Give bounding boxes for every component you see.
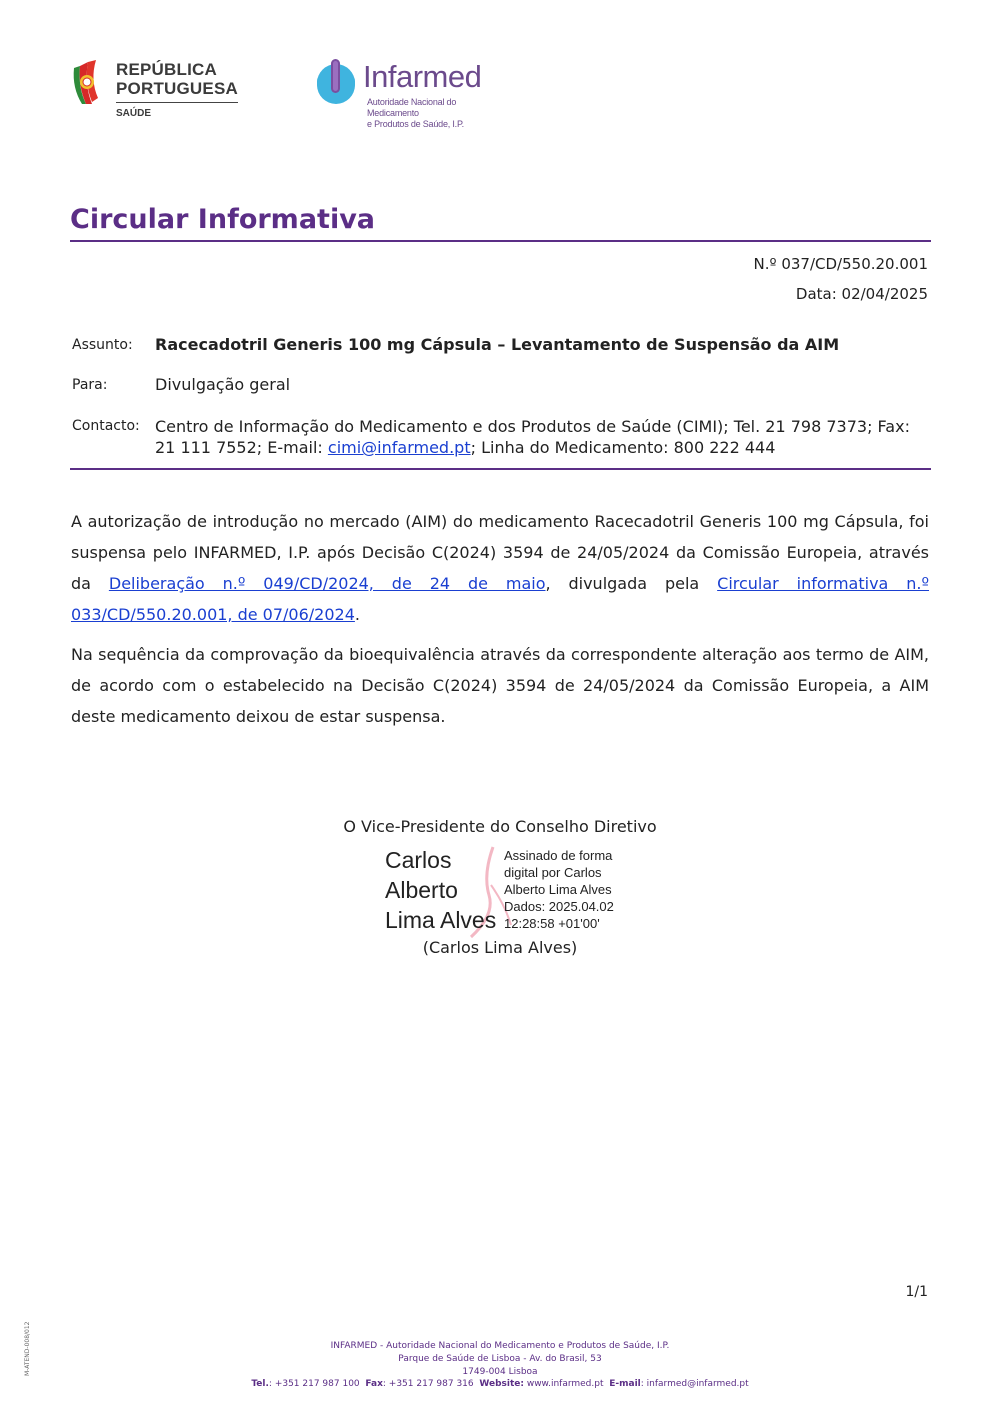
paragraph-text: , divulgada pela xyxy=(545,574,718,593)
signatory-role: O Vice-Presidente do Conselho Diretivo xyxy=(343,817,657,836)
document-title: Circular Informativa xyxy=(70,204,376,235)
to-value: Divulgação geral xyxy=(155,375,291,394)
subject-value: Racecadotril Generis 100 mg Cápsula – Levantamento de Suspensão da AIM xyxy=(155,335,840,354)
contact-text: Centro de Informação do Medicamento e dos Produtos de Saúde (CIMI); Tel. 21 798 7373; Fax: 21 111 7552; E-mail: xyxy=(155,417,910,457)
logo-line-1: REPÚBLICA xyxy=(116,60,217,79)
contact-text-end: ; Linha do Medicamento: 800 222 444 xyxy=(470,438,776,457)
footer-email-label: E-mail xyxy=(609,1379,641,1389)
signature-detail-line: Dados: 2025.04.02 xyxy=(504,899,614,914)
footer-tel-value: : +351 217 987 100 xyxy=(268,1379,360,1389)
signature-detail-line: 12:28:58 +01'00' xyxy=(504,916,600,931)
tagline-line-2: e Produtos de Saúde, I.P. xyxy=(367,119,464,129)
paragraph-text: A autorização de introdução no mercado (AIM) do medicamento Racecadotril Generis 100 mg Cápsula, foi suspensa pelo INFARMED, I.P. após Decisão C(2024) 3594 de 24/05/2024 da Comissão Europeia, através da xyxy=(71,512,929,593)
infarmed-tagline xyxy=(367,97,503,130)
signature-detail-line: Alberto Lima Alves xyxy=(504,882,612,897)
footer-line-2: Parque de Saúde de Lisboa - Av. do Brasil, 53 xyxy=(398,1354,602,1364)
reference-number: N.º 037/CD/550.20.001 xyxy=(753,255,928,273)
logo-divider xyxy=(116,102,238,103)
contact-email-link[interactable]: cimi@infarmed.pt xyxy=(327,438,471,457)
circular-informativa-link[interactable]: Circular informativa n.º 033/CD/550.20.001, de 07/06/2024 xyxy=(71,574,930,624)
footer-website-value[interactable]: www.infarmed.pt xyxy=(523,1379,604,1389)
tagline-line-1: Autoridade Nacional do Medicamento xyxy=(367,97,457,118)
infarmed-logo xyxy=(313,57,503,129)
signature-detail-line: Assinado de forma xyxy=(504,848,613,863)
paragraph-text: . xyxy=(354,605,360,624)
footer-line-1: INFARMED - Autoridade Nacional do Medicamento e Produtos de Saúde, I.P. xyxy=(330,1341,670,1351)
footer-website-label: Website: xyxy=(479,1379,524,1389)
signature-name-line: Carlos xyxy=(385,847,452,873)
body-paragraph-2: Na sequência da comprovação da bioequivalência através da correspondente alteração aos termo de AIM, de acordo com o estabelecido na Decisão C(2024) 3594 de 24/05/2024 da Comissão Europeia, a AIM deste medicamento deixou de estar suspensa. xyxy=(71,645,929,726)
footer-tel-label: Tel. xyxy=(251,1379,269,1389)
signature-name-line: Alberto xyxy=(385,877,458,903)
signature-name-line: Lima Alves xyxy=(385,907,497,933)
signature-details xyxy=(504,847,614,932)
contact-value xyxy=(155,416,931,458)
title-divider xyxy=(70,240,931,242)
to-label: Para: xyxy=(72,377,108,393)
body-paragraph-1 xyxy=(71,506,929,630)
form-code-text: M-ATEND-008/012 xyxy=(24,1321,31,1376)
logo-subtitle: SAÚDE xyxy=(116,108,152,119)
page-number: 1/1 xyxy=(905,1284,928,1300)
footer-fax-value: : +351 217 987 316 xyxy=(382,1379,474,1389)
infarmed-mark-icon xyxy=(313,57,359,107)
republica-portuguesa-wordmark xyxy=(116,60,238,98)
contact-label: Contacto: xyxy=(72,418,140,434)
deliberacao-link[interactable]: Deliberação n.º 049/CD/2024, de 24 de maio xyxy=(108,574,546,593)
signatory-name: (Carlos Lima Alves) xyxy=(422,938,578,957)
infarmed-wordmark: Infarmed xyxy=(363,59,482,94)
subject-label: Assunto: xyxy=(72,337,133,353)
footer-line-3: 1749-004 Lisboa xyxy=(462,1367,538,1377)
footer-email-value[interactable]: : infarmed@infarmed.pt xyxy=(640,1379,749,1389)
signature-name-large xyxy=(385,845,496,935)
republica-portuguesa-logo xyxy=(70,58,245,124)
header-divider xyxy=(70,468,931,470)
footer-contacts xyxy=(0,1378,1000,1390)
signature-detail-line: digital por Carlos xyxy=(504,865,602,880)
portuguese-emblem-icon xyxy=(70,58,106,106)
digital-signature xyxy=(385,845,645,940)
footer-fax-label: Fax xyxy=(365,1379,383,1389)
document-date: Data: 02/04/2025 xyxy=(795,285,928,303)
logo-line-2: PORTUGUESA xyxy=(116,79,238,98)
